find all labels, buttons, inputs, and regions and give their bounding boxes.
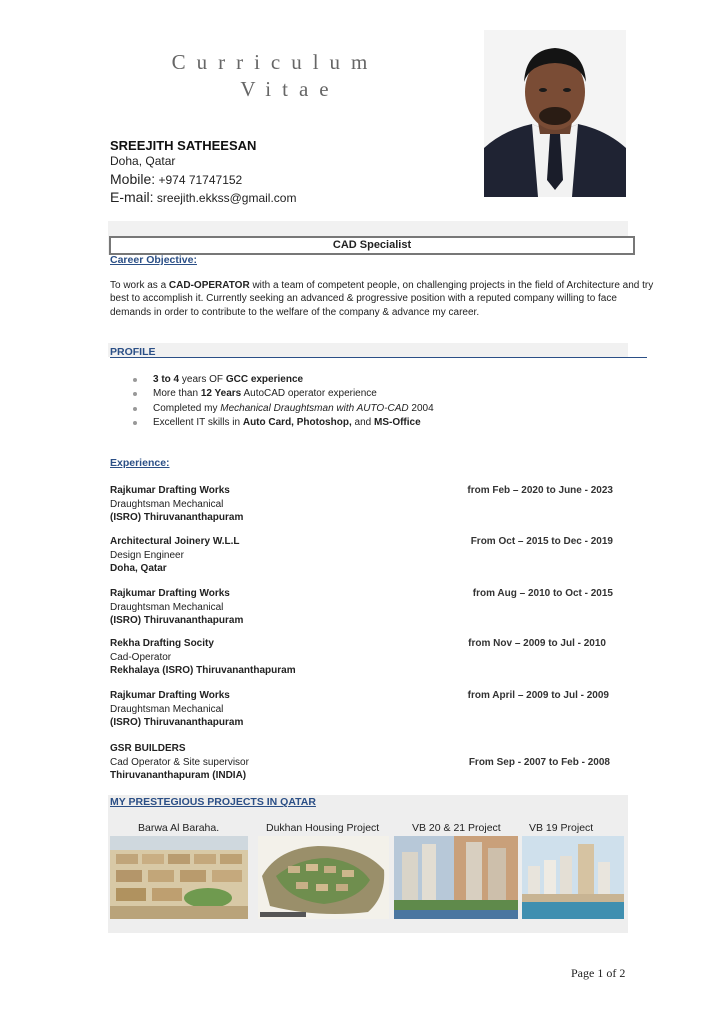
job-location: (ISRO) Thiruvananthapuram xyxy=(110,615,244,626)
profile-text: Excellent IT skills in xyxy=(153,416,243,428)
profile-bold: Auto Card, Photoshop, xyxy=(242,416,352,428)
list-item xyxy=(130,416,434,430)
profile-band xyxy=(108,343,628,357)
location: Doha, Qatar xyxy=(110,154,176,168)
profile-text: years OF xyxy=(179,374,226,385)
profile-italic: Mechanical Draughtsman with AUTO-CAD xyxy=(220,402,409,414)
project-label: Barwa Al Baraha. xyxy=(138,822,220,834)
company-name: GSR BUILDERS xyxy=(110,743,186,754)
company-name: Rajkumar Drafting Works xyxy=(110,690,230,701)
project-label: VB 20 & 21 Project xyxy=(412,822,501,834)
company-name: Architectural Joinery W.L.L xyxy=(110,536,240,547)
job-role: Design Engineer xyxy=(110,549,184,561)
list-item xyxy=(130,402,434,416)
profile-bold: 3 to 4 xyxy=(153,374,180,385)
list-item xyxy=(130,387,434,401)
job-period: from Feb – 2020 to June - 2023 xyxy=(467,485,613,496)
job-role: Draughtsman Mechanical xyxy=(110,498,224,510)
job-role: Cad-Operator xyxy=(110,651,172,663)
project-image-barwa xyxy=(110,836,248,919)
email xyxy=(110,189,296,205)
project-image-vb20-21 xyxy=(394,836,518,919)
company-name: Rajkumar Drafting Works xyxy=(110,485,230,496)
experience-entry xyxy=(110,689,620,730)
objective-text: with a team of competent people, on challenging projects in the field of Architecture and try best to accomplish it. Currently seeking an advanced & progressive position with a reputed company willing to face demands in order to contribute to the welfare of the company & advance my career. xyxy=(110,280,654,318)
project-image-vb19 xyxy=(522,836,624,919)
objective-bold: CAD-OPERATOR xyxy=(168,280,250,291)
job-period: from Aug – 2010 to Oct - 2015 xyxy=(472,588,613,599)
job-location: (ISRO) Thiruvananthapuram xyxy=(110,717,244,728)
job-location: Doha, Qatar xyxy=(110,563,167,574)
email-label: E-mail: xyxy=(110,189,154,205)
project-label: Dukhan Housing Project xyxy=(266,822,380,834)
email-value: sreejith.ekkss@gmail.com xyxy=(153,191,297,205)
profile-text: 2004 xyxy=(408,402,434,414)
project-image-dukhan xyxy=(258,836,389,919)
profile-divider xyxy=(110,357,647,358)
job-role: Cad Operator & Site supervisor xyxy=(110,756,249,768)
job-location: (ISRO) Thiruvananthapuram xyxy=(110,512,244,523)
job-period: from April – 2009 to Jul - 2009 xyxy=(467,690,609,701)
experience-entry xyxy=(110,587,620,628)
profile-bold: MS-Office xyxy=(373,416,421,428)
company-name: Rekha Drafting Socity xyxy=(110,638,214,649)
profile-text: More than xyxy=(153,388,201,400)
cv-title-line2: Vitae xyxy=(240,77,340,101)
profile-bold: GCC experience xyxy=(225,374,304,385)
job-period: From Sep - 2007 to Feb - 2008 xyxy=(468,757,610,768)
profile-text: and xyxy=(351,416,374,428)
job-period: from Nov – 2009 to Jul - 2010 xyxy=(468,638,606,649)
candidate-name: SREEJITH SATHEESAN xyxy=(110,138,257,153)
profile-text: Completed my xyxy=(153,402,221,414)
job-role: Draughtsman Mechanical xyxy=(110,601,224,613)
experience-heading: Experience: xyxy=(110,457,170,469)
profile-bold: 12 Years xyxy=(200,388,242,400)
objective-pre: To work as a xyxy=(110,280,169,291)
experience-entry xyxy=(110,484,620,525)
experience-entry xyxy=(110,742,620,783)
mobile xyxy=(110,171,242,187)
profile-text: AutoCAD operator experience xyxy=(241,388,377,400)
profile-heading: PROFILE xyxy=(110,346,156,358)
career-objective-text xyxy=(110,279,655,319)
mobile-value: +974 71747152 xyxy=(155,173,243,187)
company-name: Rajkumar Drafting Works xyxy=(110,588,230,599)
experience-entry xyxy=(110,637,620,678)
job-period: From Oct – 2015 to Dec - 2019 xyxy=(470,536,613,547)
position-title: CAD Specialist xyxy=(109,236,635,255)
page-number: Page 1 of 2 xyxy=(571,966,626,980)
experience-entry xyxy=(110,535,620,576)
profile-list xyxy=(130,373,434,430)
job-location: Rekhalaya (ISRO) Thiruvananthapuram xyxy=(110,665,296,676)
cv-title-line1: Curriculum xyxy=(171,50,379,74)
job-location: Thiruvananthapuram (INDIA) xyxy=(110,770,247,781)
mobile-label: Mobile: xyxy=(110,171,156,187)
projects-heading: MY PRESTEGIOUS PROJECTS IN QATAR xyxy=(110,796,316,808)
project-label: VB 19 Project xyxy=(529,822,594,834)
list-item xyxy=(130,373,434,387)
profile-photo xyxy=(484,30,626,197)
job-role: Draughtsman Mechanical xyxy=(110,703,224,715)
career-objective-heading: Career Objective: xyxy=(110,254,197,266)
